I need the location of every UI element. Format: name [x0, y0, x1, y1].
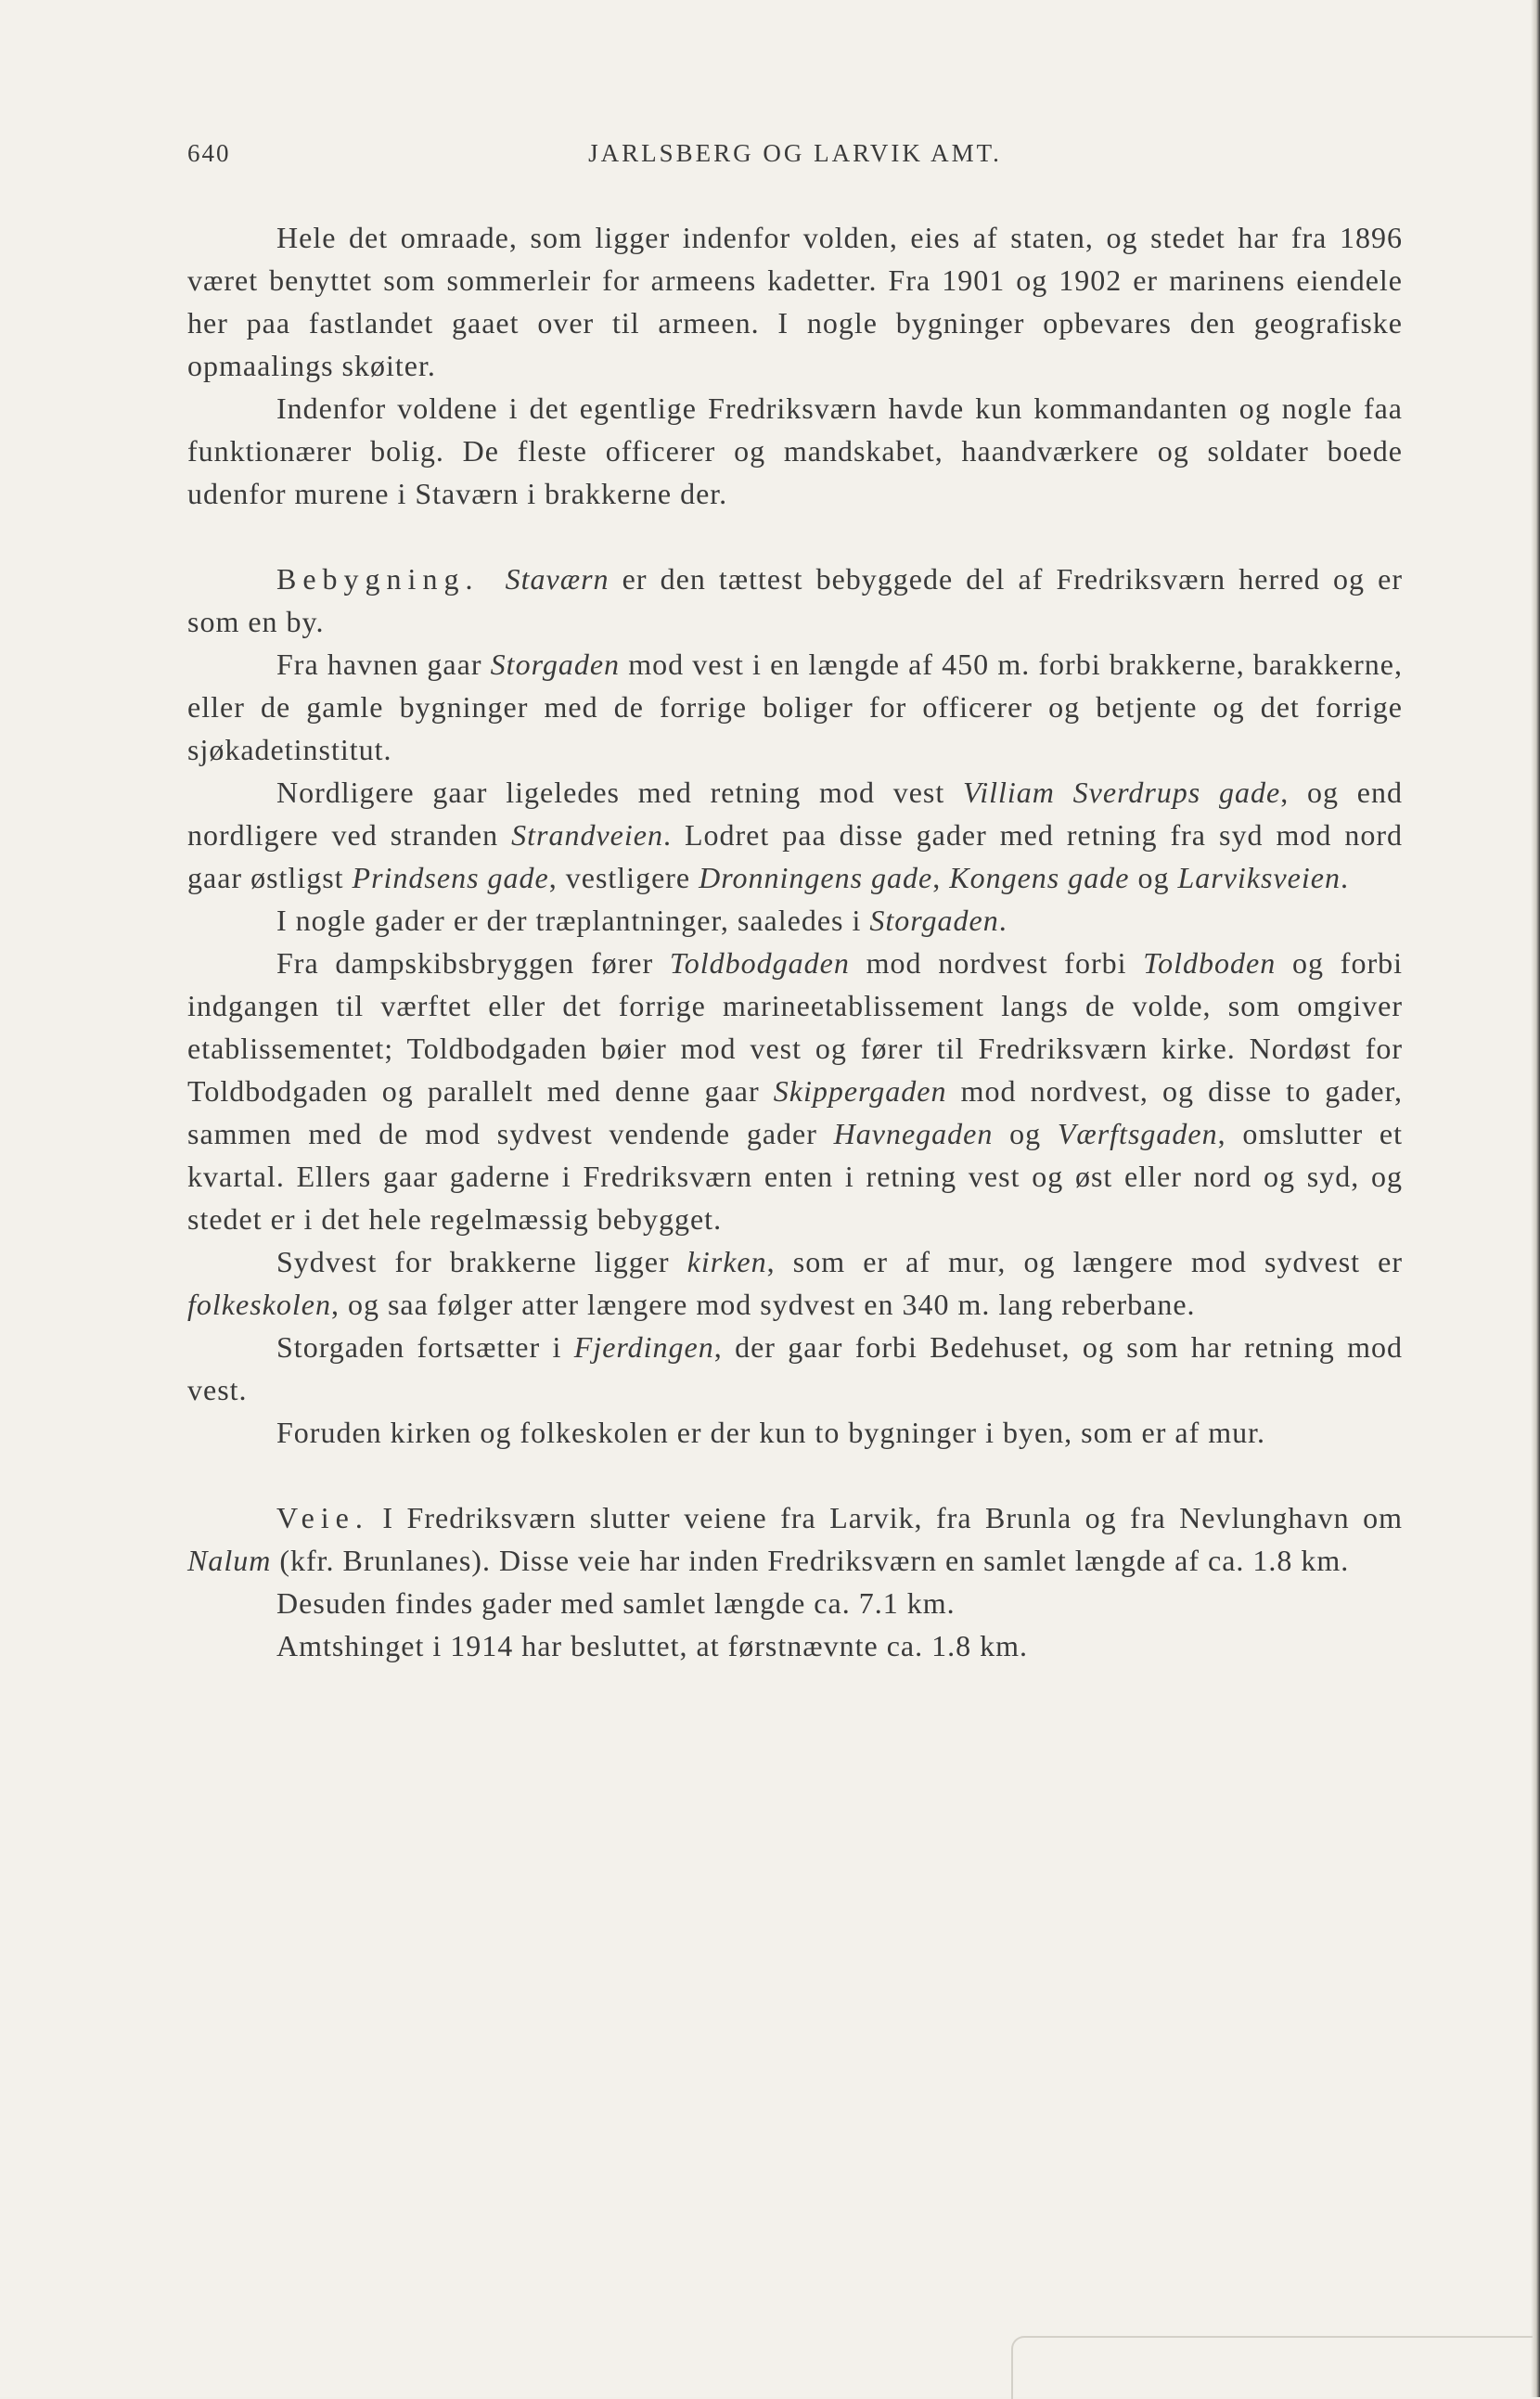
- street-name: Strandveien: [511, 818, 663, 852]
- text-segment: mod nordvest forbi: [849, 946, 1144, 980]
- paragraph: [187, 387, 1403, 515]
- text-segment: Foruden kirken og folkeskolen er der kun to bygninger i byen, som er af mur.: [276, 1416, 1265, 1449]
- text-segment: , og end nordligere ved stranden: [187, 776, 1403, 852]
- street-name: Larviksveien: [1177, 861, 1341, 894]
- street-name: Skippergaden: [773, 1074, 947, 1108]
- text-segment: Sydvest for brakkerne ligger: [276, 1245, 687, 1278]
- street-name: Villiam Sverdrups gade: [963, 776, 1281, 809]
- page-number: 640: [187, 139, 231, 167]
- text-segment: og: [993, 1117, 1058, 1150]
- text-segment: , vestligere: [548, 861, 699, 894]
- page-corner-shadow: [1011, 2336, 1533, 2399]
- section-heading: Veie.: [276, 1501, 369, 1534]
- paragraph: [187, 899, 1403, 942]
- place-name: Toldboden: [1143, 946, 1277, 980]
- text-segment: , og saa følger atter længere mod sydvest en 340 m. lang reberbane.: [330, 1288, 1196, 1321]
- text-segment: , som er af mur, og længere mod sydvest er: [766, 1245, 1404, 1278]
- paragraph: [187, 771, 1403, 899]
- paragraph: [187, 1411, 1403, 1454]
- paragraph: [187, 1582, 1403, 1624]
- street-name: Dronningens gade: [699, 861, 933, 894]
- text-segment: Amtshinget i 1914 har besluttet, at førstnævnte ca. 1.8 km.: [276, 1629, 1028, 1662]
- text-segment: Nordligere gaar ligeledes med retning mod vest: [276, 776, 964, 809]
- text-segment: (kfr. Brunlanes). Disse veie har inden Fredriksværn en samlet længde af ca. 1.8 km.: [271, 1544, 1350, 1577]
- text-segment: Fra dampskibsbryggen fører: [276, 946, 670, 980]
- street-name: Storgaden: [490, 648, 621, 681]
- text-segment: I nogle gader er der træplantninger, saaledes i: [276, 904, 870, 937]
- page-header: [187, 139, 1403, 176]
- page-edge: [1531, 0, 1540, 2397]
- text-segment: ,: [932, 861, 950, 894]
- place-name: Staværn: [505, 562, 610, 596]
- paragraph: [187, 643, 1403, 771]
- street-name: Kongens gade: [949, 861, 1130, 894]
- paragraph: [187, 1240, 1403, 1326]
- body-text: [187, 216, 1403, 1667]
- paragraph: [187, 1496, 1403, 1582]
- paragraph: [187, 558, 1403, 643]
- running-title: JARLSBERG OG LARVIK AMT.: [588, 139, 1002, 167]
- text-segment: Fra havnen gaar: [276, 648, 491, 681]
- text-segment: Hele det omraade, som ligger indenfor volden, eies af staten, og stedet har fra 1896 været benyttet som sommerleir for armeens kadetter. Fra 1901 og 1902 er marinens eiendele her paa fastlandet gaaet over til armeen. I nogle bygninger opbevares den geografiske opmaalings skøiter.: [187, 221, 1403, 382]
- place-name: Fjerdingen: [573, 1330, 714, 1364]
- paragraph: [187, 216, 1403, 387]
- text-segment: . Lodret paa disse gader med retning fra syd mod nord gaar østligst: [187, 818, 1404, 894]
- street-name: Toldbodgaden: [669, 946, 850, 980]
- place-name: kirken: [687, 1245, 767, 1278]
- place-name: Nalum: [187, 1544, 272, 1577]
- text-segment: , der gaar forbi Bedehuset, og som har retning mod vest.: [187, 1330, 1404, 1406]
- text-segment: er den tættest bebyggede del af Fredriksværn herred og er som en by.: [187, 562, 1404, 638]
- text-segment: I Fredriksværn slutter veiene fra Larvik, fra Brunla og fra Nevlunghavn om: [368, 1501, 1403, 1534]
- section-heading: Bebygning.: [276, 562, 480, 596]
- street-name: Prindsens gade: [352, 861, 549, 894]
- text-segment: mod nordvest, og disse to gader, sammen med de mod sydvest vendende gader: [187, 1074, 1404, 1150]
- text-segment: , omslutter et kvartal. Ellers gaar gaderne i Fredriksværn enten i retning vest og øst eller nord og syd, og stedet er i det hele regelmæssig bebygget.: [187, 1117, 1404, 1236]
- text-segment: Indenfor voldene i det egentlige Fredriksværn havde kun kommandanten og nogle faa funktionærer bolig. De fleste officerer og mandskabet, haandværkere og soldater boede udenfor murene i Staværn i brakkerne der.: [187, 391, 1403, 510]
- text-segment: og forbi indgangen til værftet eller det forrige marineetablissement langs de volde, som omgiver etablissementet; Toldbodgaden bøier mod vest og fører til Fredriksværn kirke. Nordøst for Toldbodgaden og parallelt med denne gaar: [187, 946, 1404, 1108]
- text-segment: Storgaden fortsætter i: [276, 1330, 574, 1364]
- street-name: Havnegaden: [833, 1117, 994, 1150]
- text-segment: .: [1340, 861, 1349, 894]
- street-name: Storgaden: [869, 904, 999, 937]
- text-segment: .: [998, 904, 1007, 937]
- text-segment: mod vest i en længde af 450 m. forbi brakkerne, barakkerne, eller de gamle bygninger med de forrige boliger for officerer og betjente og det forrige sjøkadetinstitut.: [187, 648, 1404, 766]
- text-segment: og: [1129, 861, 1178, 894]
- paragraph: [187, 1624, 1403, 1667]
- place-name: folkeskolen: [187, 1288, 331, 1321]
- paragraph: [187, 942, 1403, 1240]
- paragraph: [187, 1326, 1403, 1411]
- text-segment: Desuden findes gader med samlet længde ca. 7.1 km.: [276, 1586, 956, 1620]
- street-name: Værftsgaden: [1057, 1117, 1218, 1150]
